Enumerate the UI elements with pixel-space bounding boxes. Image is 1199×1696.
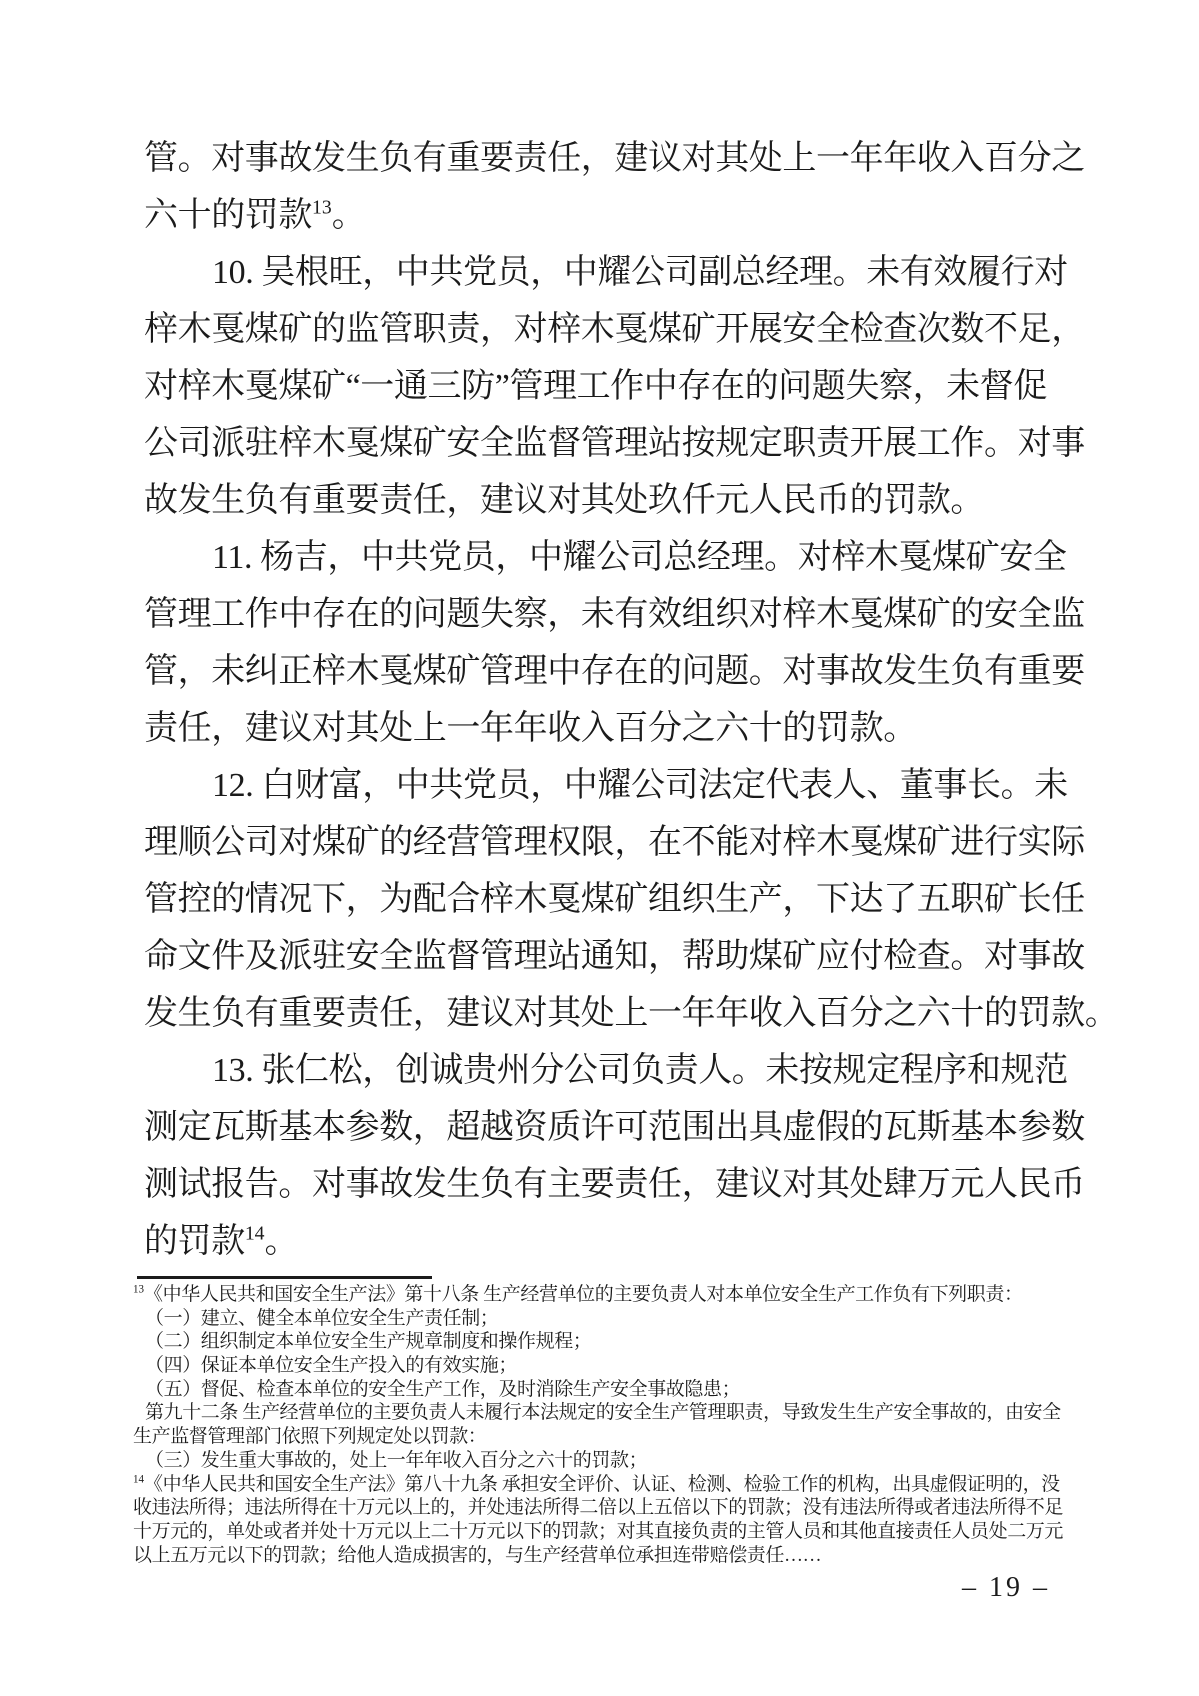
footnote-marker: 14	[244, 1222, 265, 1245]
text-line: 12. 白财富，中共党员，中耀公司法定代表人、董事长。未	[212, 767, 1068, 804]
text-line: 十万元的，单处或者并处十万元以上二十万元以下的罚款；对其直接负责的主管人员和其他直接责任人员处二万元	[133, 1520, 1064, 1542]
text-line: $^{13}$《中华人民共和国安全生产法》第十八条 生产经营单位的主要负责人对本单位安全生产工作负有下列职责：	[133, 1283, 1023, 1305]
text-line: 公司派驻梓木戛煤矿安全监督管理站按规定职责开展工作。对事	[144, 425, 1085, 462]
text-line: 生产监督管理部门依照下列规定处以罚款：	[133, 1426, 487, 1448]
text-line: 测定瓦斯基本参数，超越资质许可范围出具虚假的瓦斯基本参数	[144, 1109, 1085, 1146]
text-line: 管控的情况下，为配合梓木戛煤矿组织生产，下达了五职矿长任	[144, 881, 1085, 918]
text-line: 13. 张仁松，创诚贵州分公司负责人。未按规定程序和规范	[212, 1052, 1068, 1089]
body-text	[144, 130, 1119, 1270]
text-line: 管，未纠正梓木戛煤矿管理中存在的问题。对事故发生负有重要	[144, 653, 1085, 690]
text-line: 命文件及派驻安全监督管理站通知，帮助煤矿应付检查。对事故	[144, 938, 1085, 975]
text-line: 收违法所得；违法所得在十万元以上的，并处违法所得二倍以上五倍以下的罚款；没有违法所得或者违法所得不足	[133, 1497, 1064, 1519]
footnote-separator	[137, 1276, 432, 1279]
text-line: 测试报告。对事故发生负有主要责任，建议对其处肆万元人民币	[144, 1166, 1085, 1203]
footnotes	[133, 1283, 1078, 1567]
text-line: 以上五万元以下的罚款；给他人造成损害的，与生产经营单位承担连带赔偿责任……	[133, 1544, 822, 1566]
text-line: （五）督促、检查本单位的安全生产工作，及时消除生产安全事故隐患；	[145, 1378, 741, 1400]
text-line: 管。对事故发生负有重要责任，建议对其处上一年年收入百分之	[144, 140, 1085, 177]
page-number: – 19 –	[962, 1572, 1050, 1603]
text-line: 10. 吴根旺，中共党员，中耀公司副总经理。未有效履行对	[212, 254, 1068, 291]
text-line: 故发生负有重要责任，建议对其处玖仟元人民币的罚款。	[144, 482, 984, 519]
text-line: （一）建立、健全本单位安全生产责任制；	[145, 1307, 499, 1329]
text-line: 责任，建议对其处上一年年收入百分之六十的罚款。	[144, 710, 917, 747]
text-line: 理顺公司对煤矿的经营管理权限，在不能对梓木戛煤矿进行实际	[144, 824, 1085, 861]
text-line: $^{14}$《中华人民共和国安全生产法》第八十九条 承担安全评价、认证、检测、检验工作的机构，出具虚假证明的，没	[133, 1473, 1060, 1495]
text-line: （四）保证本单位安全生产投入的有效实施；	[145, 1355, 518, 1377]
footnote-marker: 13	[312, 196, 332, 219]
text-line: 第九十二条 生产经营单位的主要负责人未履行本法规定的安全生产管理职责，导致发生生产安全事故的，由安全	[145, 1402, 1061, 1424]
footnote-marker: 13	[133, 1283, 145, 1296]
footnote-marker: 14	[133, 1473, 145, 1486]
text-line: 11. 杨吉，中共党员，中耀公司总经理。对梓木戛煤矿安全	[212, 539, 1067, 576]
text-line: 发生负有重要责任，建议对其处上一年年收入百分之六十的罚款。	[144, 995, 1119, 1032]
text-line: （二）组织制定本单位安全生产规章制度和操作规程；	[145, 1331, 592, 1353]
text-line: 的罚款$^{14}$。	[144, 1222, 299, 1260]
text-line: 对梓木戛煤矿“一通三防”管理工作中存在的问题失察，未督促	[144, 368, 1047, 405]
text-line: 梓木戛煤矿的监管职责，对梓木戛煤矿开展安全检查次数不足，	[144, 311, 1085, 348]
text-line: （三）发生重大事故的，处上一年年收入百分之六十的罚款；	[145, 1449, 648, 1471]
text-line: 管理工作中存在的问题失察，未有效组织对梓木戛煤矿的安全监	[144, 596, 1085, 633]
text-line: 六十的罚款$^{13}$。	[144, 196, 366, 234]
